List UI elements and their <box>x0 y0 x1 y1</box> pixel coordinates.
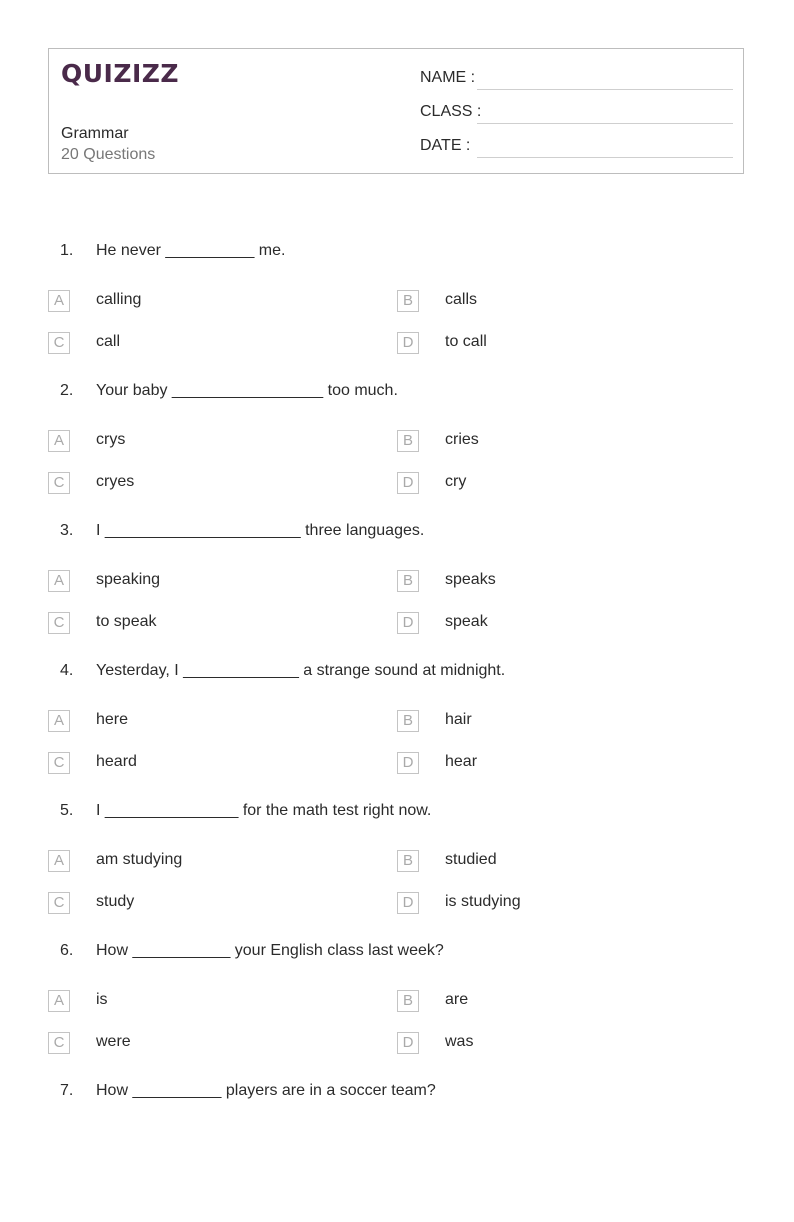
question <box>0 382 794 522</box>
question-text: How ___________ your English class last week? <box>96 942 444 959</box>
question-number: 7. <box>60 1082 74 1099</box>
question <box>0 242 794 382</box>
option-letter-box[interactable]: C <box>48 612 70 634</box>
option-letter-box[interactable]: D <box>397 472 419 494</box>
option-text: study <box>96 893 135 910</box>
question-text: I ______________________ three languages. <box>96 522 425 539</box>
option-letter-box[interactable]: B <box>397 290 419 312</box>
option-text: hair <box>445 711 472 728</box>
option-letter-box[interactable]: D <box>397 752 419 774</box>
option-text: to speak <box>96 613 157 630</box>
option-text: to call <box>445 333 487 350</box>
question-text: Your baby _________________ too much. <box>96 382 398 399</box>
option-text: cries <box>445 431 479 448</box>
option-letter-box[interactable]: B <box>397 430 419 452</box>
question-number: 1. <box>60 242 74 259</box>
question-number: 4. <box>60 662 74 679</box>
question <box>0 942 794 1082</box>
name-line[interactable] <box>477 89 733 90</box>
option-text: hear <box>445 753 478 770</box>
question <box>0 1082 794 1222</box>
option-letter-box[interactable]: D <box>397 892 419 914</box>
name-label: NAME : <box>420 69 476 86</box>
question-number: 6. <box>60 942 74 959</box>
question <box>0 662 794 802</box>
question-text: Yesterday, I _____________ a strange sound at midnight. <box>96 662 506 679</box>
class-line[interactable] <box>477 123 733 124</box>
option-text: calls <box>445 291 478 308</box>
option-text: heard <box>96 753 137 770</box>
class-label: CLASS : <box>420 103 482 120</box>
option-letter-box[interactable]: C <box>48 1032 70 1054</box>
option-letter-box[interactable]: A <box>48 570 70 592</box>
option-text: cryes <box>96 473 135 490</box>
option-text: calling <box>96 291 142 308</box>
option-letter-box[interactable]: C <box>48 332 70 354</box>
question-text: I _______________ for the math test right now. <box>96 802 432 819</box>
question-text: He never __________ me. <box>96 242 286 259</box>
option-text: crys <box>96 431 126 448</box>
option-letter-box[interactable]: C <box>48 892 70 914</box>
option-letter-box[interactable]: C <box>48 472 70 494</box>
option-text: was <box>445 1033 474 1050</box>
option-text: were <box>96 1033 131 1050</box>
option-letter-box[interactable]: A <box>48 710 70 732</box>
option-text: are <box>445 991 469 1008</box>
worksheet-header <box>48 48 744 174</box>
option-text: studied <box>445 851 497 868</box>
option-letter-box[interactable]: D <box>397 1032 419 1054</box>
option-text: here <box>96 711 129 728</box>
quizizz-logo: QUIZIZZ <box>61 59 180 88</box>
option-text: is <box>96 991 108 1008</box>
question <box>0 522 794 662</box>
question-number: 3. <box>60 522 74 539</box>
question-number: 5. <box>60 802 74 819</box>
option-letter-box[interactable]: B <box>397 570 419 592</box>
date-label: DATE : <box>420 137 471 154</box>
option-text: speaking <box>96 571 161 588</box>
worksheet-title: Grammar <box>61 125 129 142</box>
option-letter-box[interactable]: D <box>397 332 419 354</box>
option-letter-box[interactable]: A <box>48 850 70 872</box>
option-text: call <box>96 333 121 350</box>
option-letter-box[interactable]: A <box>48 290 70 312</box>
option-text: speaks <box>445 571 496 588</box>
question-number: 2. <box>60 382 74 399</box>
option-text: cry <box>445 473 467 490</box>
option-letter-box[interactable]: B <box>397 850 419 872</box>
option-text: is studying <box>445 893 521 910</box>
question <box>0 802 794 942</box>
option-letter-box[interactable]: B <box>397 710 419 732</box>
option-letter-box[interactable]: C <box>48 752 70 774</box>
option-letter-box[interactable]: A <box>48 430 70 452</box>
date-line[interactable] <box>477 157 733 158</box>
question-text: How __________ players are in a soccer team? <box>96 1082 436 1099</box>
option-text: am studying <box>96 851 183 868</box>
question-count: 20 Questions <box>61 146 156 163</box>
option-letter-box[interactable]: A <box>48 990 70 1012</box>
option-letter-box[interactable]: B <box>397 990 419 1012</box>
option-letter-box[interactable]: D <box>397 612 419 634</box>
option-text: speak <box>445 613 488 630</box>
